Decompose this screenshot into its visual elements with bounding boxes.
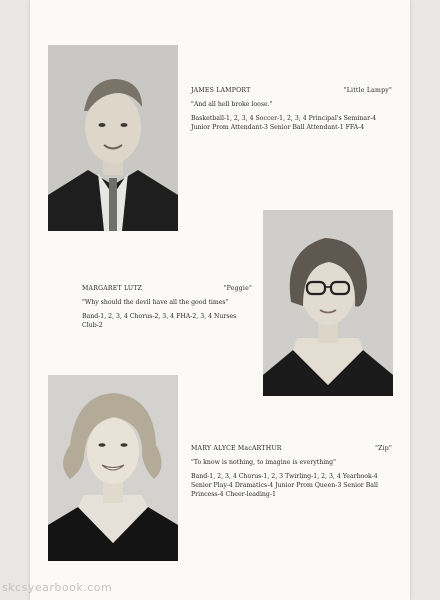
student-nickname: "Little Lampy" <box>343 87 392 94</box>
student-name: MARY ALYCE MacARTHUR <box>191 445 282 452</box>
student-entry-1 <box>191 87 392 133</box>
student-quote: "And all hell broke loose." <box>191 100 273 108</box>
student-name: JAMES LAMPORT <box>191 87 251 94</box>
student-activities: Band-1, 2, 3, 4 Chorus-2, 3, 4 FHA-2, 3, 4 Nurses Club-2 <box>82 312 237 329</box>
student-activities: Basketball-1, 2, 3, 4 Soccer-1, 2, 3, 4 Principal's Seminar-4 Junior Prom Attendant-3 Senior Ball Attendant-1 FFA-4 <box>191 114 377 131</box>
site-watermark: skcsyearbook.com <box>2 581 113 594</box>
portrait-photo-james-lamport <box>48 45 178 231</box>
student-nickname: "Zip" <box>375 445 392 452</box>
student-entry-2 <box>82 285 252 331</box>
student-nickname: "Peggie" <box>223 285 252 292</box>
student-quote: "To know is nothing, to imagine is everything" <box>191 458 336 466</box>
student-name: MARGARET LUTZ <box>82 285 143 292</box>
portrait-photo-margaret-lutz <box>263 210 393 396</box>
portrait-photo-mary-alyce-macarthur <box>48 375 178 561</box>
yearbook-page <box>30 0 410 600</box>
student-entry-3 <box>191 445 392 500</box>
student-quote: "Why should the devil have all the good times" <box>82 298 229 306</box>
student-activities: Band-1, 2, 3, 4 Chorus-1, 2, 3 Twirling-1, 2, 3, 4 Yearbook-4 Senior Play-4 Dramatics-4 Junior Prom Queen-3 Senior Ball Princess-4 Cheer-leading-1 <box>191 472 378 498</box>
